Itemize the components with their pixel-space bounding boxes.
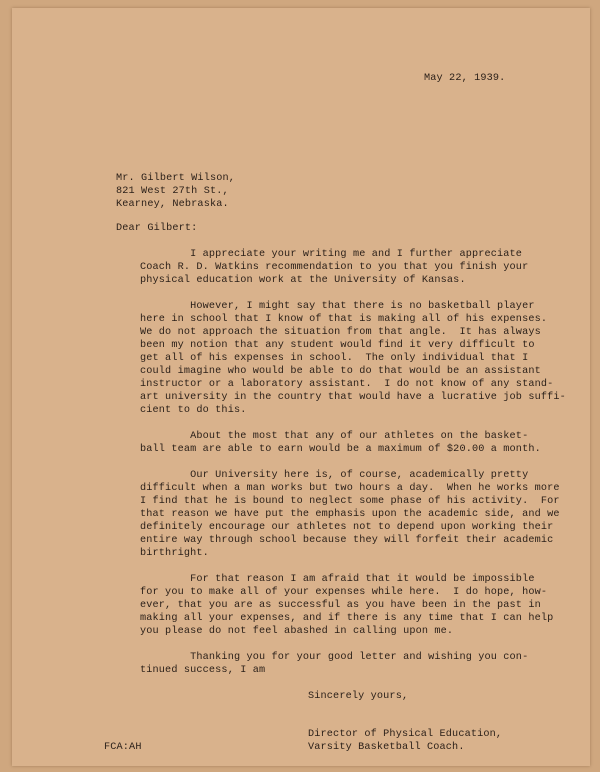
body-line: get all of his expenses in school. The only individual that I [140, 353, 529, 364]
body-line: birthright. [140, 548, 209, 559]
signature-title-line: Varsity Basketball Coach. [308, 742, 465, 753]
body-line: Thanking you for your good letter and wishing you con- [140, 652, 529, 663]
body-line: been my notion that any student would find it very difficult to [140, 340, 535, 351]
body-line: Our University here is, of course, academically pretty [140, 470, 529, 481]
body-line: making all your expenses, and if there is any time that I can help [140, 613, 554, 624]
body-line: I appreciate your writing me and I further appreciate [140, 249, 523, 260]
body-line: here in school that I know of that is making all of his expenses. [140, 314, 548, 325]
body-line: could imagine who would be able to do that would be an assistant [140, 366, 541, 377]
body-line: We do not approach the situation from that angle. It has always [140, 327, 541, 338]
body-line: art university in the country that would have a lucrative job suffi- [140, 392, 566, 403]
body-line: cient to do this. [140, 405, 247, 416]
letter-date: May 22, 1939. [424, 73, 506, 84]
reference-initials: FCA:AH [104, 742, 142, 753]
body-line: that reason we have put the emphasis upon the academic side, and we [140, 509, 560, 520]
recipient-line: 821 West 27th St., [116, 186, 229, 197]
signature-title-line: Director of Physical Education, [308, 729, 503, 740]
letter-page [12, 8, 590, 766]
recipient-line: Kearney, Nebraska. [116, 199, 229, 210]
body-line: difficult when a man works but two hours a day. When he works more [140, 483, 560, 494]
body-line: you please do not feel abashed in calling upon me. [140, 626, 454, 637]
body-line: for you to make all of your expenses while here. I do hope, how- [140, 587, 548, 598]
body-line: tinued success, I am [140, 665, 266, 676]
body-line: ever, that you are as successful as you have been in the past in [140, 600, 541, 611]
body-line: Coach R. D. Watkins recommendation to you that you finish your [140, 262, 529, 273]
salutation: Dear Gilbert: [116, 223, 198, 234]
body-line: However, I might say that there is no basketball player [140, 301, 535, 312]
body-line: About the most that any of our athletes on the basket- [140, 431, 529, 442]
body-line: ball team are able to earn would be a maximum of $20.00 a month. [140, 444, 541, 455]
closing: Sincerely yours, [308, 691, 409, 702]
body-line: For that reason I am afraid that it would be impossible [140, 574, 535, 585]
recipient-line: Mr. Gilbert Wilson, [116, 173, 236, 184]
body-line: physical education work at the University of Kansas. [140, 275, 466, 286]
body-line: definitely encourage our athletes not to depend upon working their [140, 522, 554, 533]
body-line: entire way through school because they will forfeit their academic [140, 535, 554, 546]
body-line: instructor or a laboratory assistant. I do not know of any stand- [140, 379, 554, 390]
body-line: I find that he is bound to neglect some phase of his activity. For [140, 496, 560, 507]
